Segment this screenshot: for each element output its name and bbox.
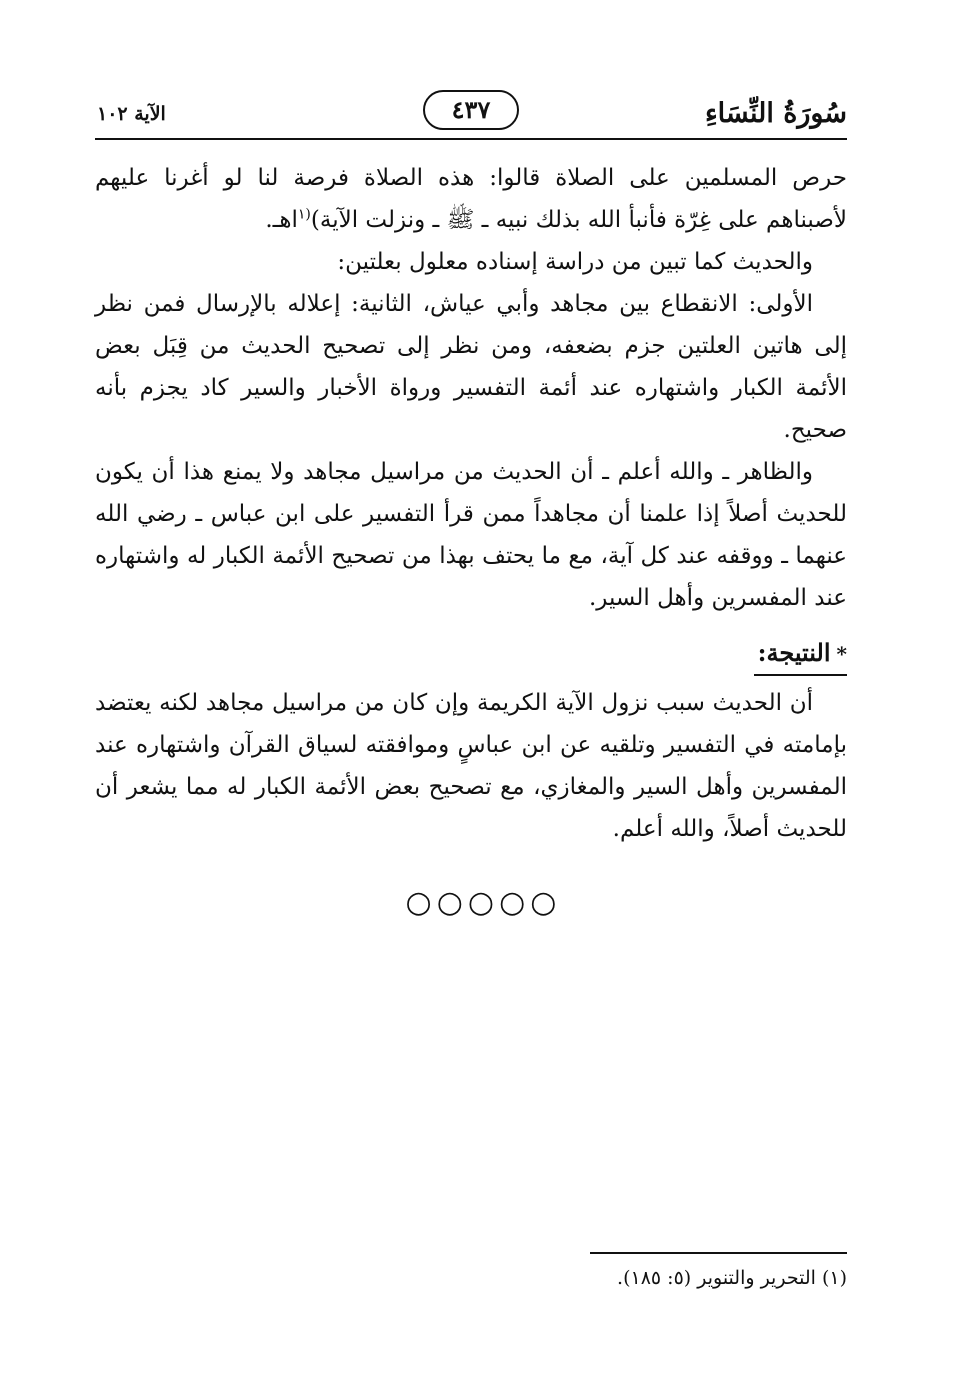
surah-title: سُورَةُ النِّسَاءِ — [704, 98, 847, 129]
main-text — [95, 157, 847, 850]
footnote-text: التحرير والتنوير (٥: ١٨٥). — [617, 1267, 816, 1289]
footnote-number: (١) — [821, 1267, 847, 1289]
asterisk-icon: * — [836, 642, 847, 666]
paragraph-3: الأولى: الانقطاع بين مجاهد وأبي عياش، الثانية: إعلاله بالإرسال فمن نظر إلى هاتين العلتين جزم بضعفه، ومن نظر إلى تصحيح الحديث من قِبَل بعض الأئمة الكبار واشتهاره عند أئمة التفسير ورواة الأخبار والسير كاد يجزم بأنه صحيح. — [95, 291, 847, 443]
heading-text: النتيجة: — [757, 638, 831, 667]
footnote — [617, 1266, 847, 1290]
ayah-reference: الآية ١٠٢ — [97, 103, 166, 125]
paragraph-5: أن الحديث سبب نزول الآية الكريمة وإن كان من مراسيل مجاهد لكنه يعتضد بإمامته في التفسير وتلقيه عن ابن عباسٍ وموافقته لسياق القرآن واشتهاره عند المفسرين وأهل السير والمغازي، مع تصحيح بعض الأئمة الكبار له مما يشعر أن للحديث أصلاً، والله أعلم. — [95, 690, 847, 842]
paragraph-1 — [95, 157, 847, 241]
section-separator-circles: ○○○○○ — [405, 885, 562, 920]
paragraph-2: والحديث كما تبين من دراسة إسناده معلول بعلتين: — [337, 249, 813, 275]
page-header — [95, 92, 847, 132]
footnote-divider — [590, 1252, 847, 1254]
header-divider — [95, 138, 847, 140]
paragraph-1-end: اهـ. — [265, 207, 298, 233]
paragraph-1-text: حرص المسلمين على الصلاة قالوا: هذه الصلاة فرصة لنا لو أغرنا عليهم لأصبناهم على غِرّة فأنبأ الله بذلك نبيه ـ ﷺ ـ ونزلت الآية) — [95, 165, 847, 233]
section-heading — [95, 633, 847, 676]
page-number: ٤٣٧ — [423, 90, 519, 130]
paragraph-4: والظاهر ـ والله أعلم ـ أن الحديث من مراسيل مجاهد ولا يمنع هذا أن يكون للحديث أصلاً إذا علمنا أن مجاهداً ممن قرأ التفسير على ابن عباس ـ رضي الله عنهما ـ ووقفه عند كل آية، مع ما يحتف بهذا من تصحيح الأئمة الكبار له واشتهاره عند المفسرين وأهل السير. — [95, 459, 847, 611]
footnote-marker: (١ — [297, 206, 311, 223]
